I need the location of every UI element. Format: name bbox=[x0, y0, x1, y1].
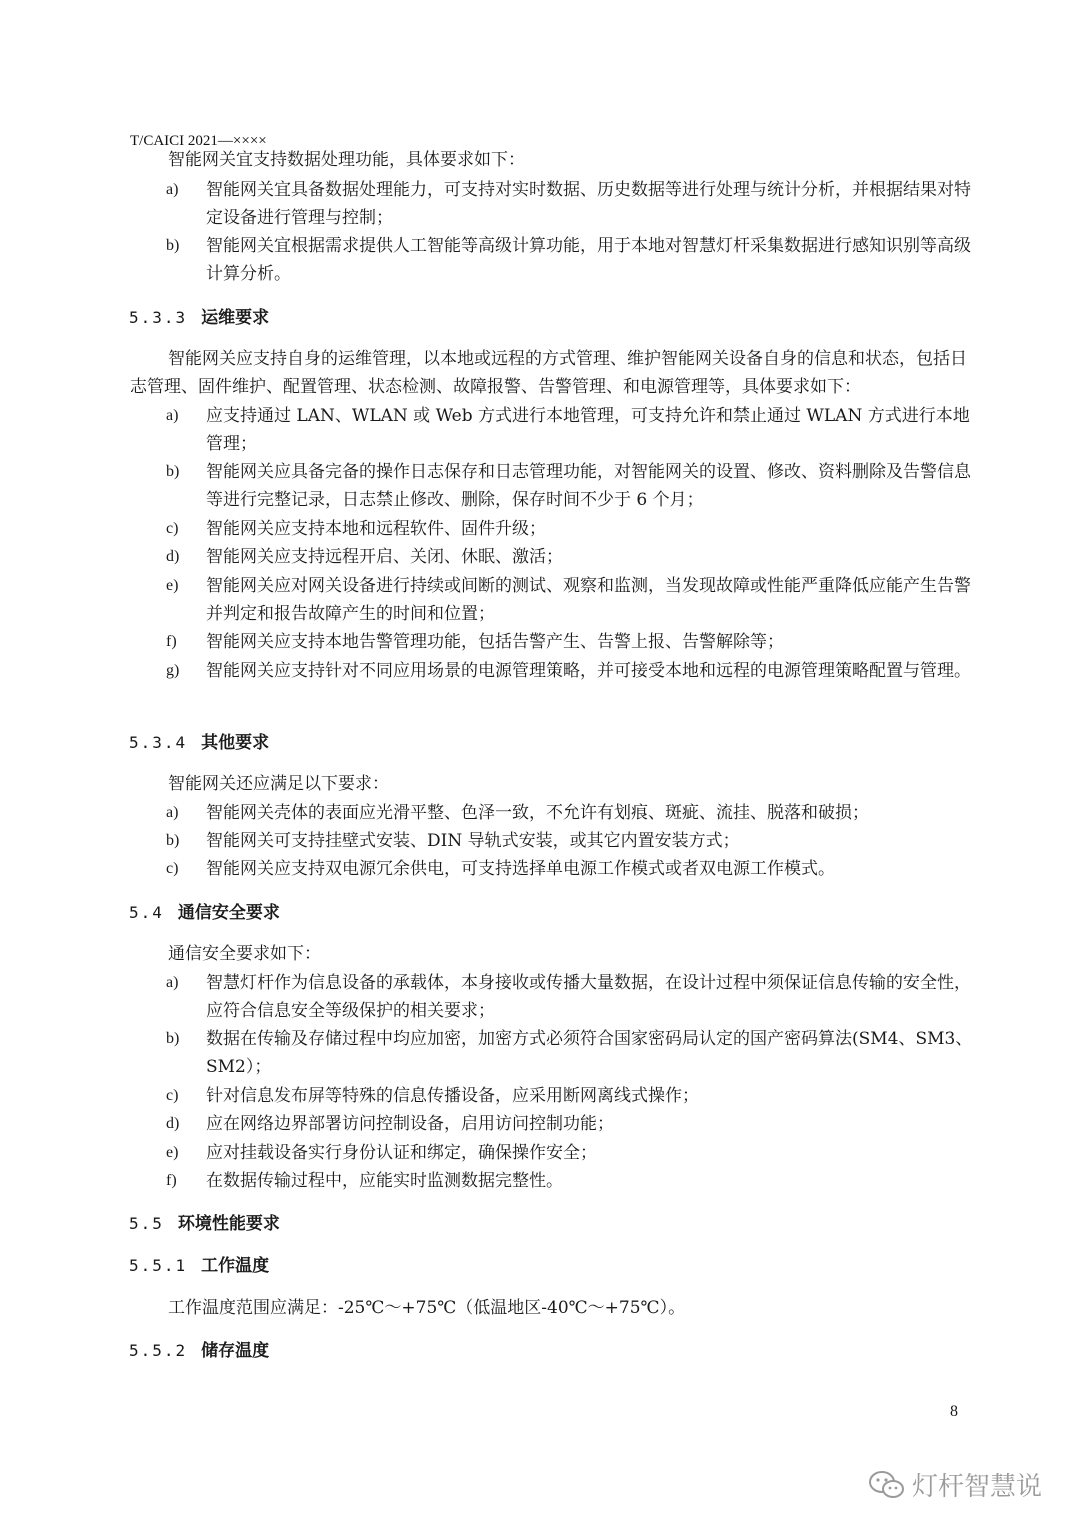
list-item bbox=[166, 543, 980, 571]
section-heading-5-4 bbox=[129, 899, 280, 927]
list-item bbox=[166, 515, 980, 543]
wechat-icon bbox=[868, 1470, 906, 1500]
list-item-text: 智能网关应支持远程开启、关闭、休眠、激活； bbox=[206, 547, 563, 567]
list-item-text: 智能网关应支持本地和远程软件、固件升级； bbox=[206, 519, 546, 539]
list-marker: b) bbox=[166, 463, 180, 480]
list-item bbox=[166, 799, 980, 827]
list-item bbox=[166, 402, 980, 458]
list-item bbox=[166, 1167, 980, 1195]
section-heading-5-5-2 bbox=[129, 1337, 269, 1365]
list-marker: g) bbox=[166, 662, 180, 679]
list-marker: c) bbox=[166, 860, 179, 877]
section-heading-5-3-4 bbox=[129, 729, 269, 757]
list-item-text: 智能网关宜根据需求提供人工智能等高级计算功能，用于本地对智慧灯杆采集数据进行感知识别等高级计算分析。 bbox=[206, 236, 971, 284]
list-marker: a) bbox=[166, 181, 179, 198]
list-item-text: 智能网关应支持本地告警管理功能，包括告警产生、告警上报、告警解除等； bbox=[206, 632, 784, 652]
list-marker: b) bbox=[166, 832, 180, 849]
list-item-text: 智慧灯杆作为信息设备的承载体，本身接收或传播大量数据，在设计过程中须保证信息传输的安全性，应符合信息安全等级保护的相关要求； bbox=[206, 973, 971, 1021]
section-number: 5.3.3 bbox=[129, 308, 188, 327]
list-marker: c) bbox=[166, 1087, 179, 1104]
list-item bbox=[166, 855, 980, 883]
section-number: 5.5.1 bbox=[129, 1256, 188, 1275]
section-heading-5-3-3 bbox=[129, 304, 269, 332]
list-item bbox=[166, 572, 980, 628]
list-item bbox=[166, 1139, 980, 1167]
list-item-text: 智能网关应具备完备的操作日志保存和日志管理功能，对智能网关的设置、修改、资料删除及告警信息等进行完整记录，日志禁止修改、删除，保存时间不少于 6 个月； bbox=[206, 462, 971, 510]
document-code: T/CAICI 2021—×××× bbox=[130, 133, 267, 149]
page-number: 8 bbox=[950, 1403, 958, 1420]
list-item-text: 智能网关壳体的表面应光滑平整、色泽一致，不允许有划痕、斑疵、流挂、脱落和破损； bbox=[206, 803, 869, 823]
section-title: 其他要求 bbox=[201, 733, 270, 753]
list-item-text: 智能网关宜具备数据处理能力，可支持对实时数据、历史数据等进行处理与统计分析，并根据结果对特定设备进行管理与控制； bbox=[206, 180, 971, 228]
list-marker: f) bbox=[166, 633, 177, 650]
list-marker: b) bbox=[166, 237, 180, 254]
list-marker: d) bbox=[166, 548, 180, 565]
list-item bbox=[166, 827, 980, 855]
list-item bbox=[166, 628, 980, 656]
list-item-text: 针对信息发布屏等特殊的信息传播设备，应采用断网离线式操作； bbox=[206, 1086, 699, 1106]
section-title: 运维要求 bbox=[201, 308, 270, 328]
section-paragraph: 智能网关还应满足以下要求： bbox=[168, 774, 389, 794]
list-marker: a) bbox=[166, 804, 179, 821]
list-marker: e) bbox=[166, 1144, 179, 1161]
section-number: 5.5 bbox=[129, 1214, 164, 1233]
list-marker: a) bbox=[166, 407, 179, 424]
list-item bbox=[166, 458, 980, 514]
section-paragraph: 通信安全要求如下： bbox=[168, 944, 321, 964]
list-item-text: 智能网关应支持双电源冗余供电，可支持选择单电源工作模式或者双电源工作模式。 bbox=[206, 859, 835, 879]
watermark bbox=[868, 1466, 1042, 1503]
list-item-text: 数据在传输及存储过程中均应加密，加密方式必须符合国家密码局认定的国产密码算法(SM4、SM3、SM2）； bbox=[206, 1029, 973, 1077]
section-paragraph: 工作温度范围应满足：-25℃～+75℃（低温地区-40℃～+75℃）。 bbox=[168, 1298, 686, 1318]
list-item bbox=[166, 232, 980, 288]
list-item-text: 在数据传输过程中，应能实时监测数据完整性。 bbox=[206, 1171, 563, 1191]
list-item bbox=[166, 1110, 980, 1138]
list-marker: a) bbox=[166, 974, 179, 991]
list-marker: b) bbox=[166, 1030, 180, 1047]
list-item bbox=[166, 657, 980, 685]
section-title: 环境性能要求 bbox=[177, 1214, 280, 1234]
section-heading-5-5 bbox=[129, 1210, 280, 1238]
list-item-text: 应支持通过 LAN、WLAN 或 Web 方式进行本地管理，可支持允许和禁止通过 WLAN 方式进行本地管理； bbox=[206, 406, 970, 454]
list-item-text: 应对挂载设备实行身份认证和绑定，确保操作安全； bbox=[206, 1143, 597, 1163]
list-item bbox=[166, 969, 980, 1025]
list-item-text: 智能网关可支持挂壁式安装、DIN 导轨式安装，或其它内置安装方式； bbox=[206, 831, 740, 851]
list-marker: f) bbox=[166, 1172, 177, 1189]
list-item bbox=[166, 1025, 980, 1081]
list-marker: c) bbox=[166, 520, 179, 537]
section-title: 储存温度 bbox=[201, 1341, 270, 1361]
intro-paragraph: 智能网关宜支持数据处理功能，具体要求如下： bbox=[168, 150, 525, 170]
section-number: 5.4 bbox=[129, 903, 164, 922]
list-marker: d) bbox=[166, 1115, 180, 1132]
list-item-text: 智能网关应支持针对不同应用场景的电源管理策略，并可接受本地和远程的电源管理策略配置与管理。 bbox=[206, 661, 971, 681]
list-item bbox=[166, 176, 980, 232]
list-item-text: 智能网关应对网关设备进行持续或间断的测试、观察和监测，当发现故障或性能严重降低应能产生告警并判定和报告故障产生的时间和位置； bbox=[206, 576, 971, 624]
section-number: 5.3.4 bbox=[129, 733, 188, 752]
section-title: 通信安全要求 bbox=[177, 903, 280, 923]
section-paragraph: 智能网关应支持自身的运维管理，以本地或远程的方式管理、维护智能网关设备自身的信息和状态，包括日志管理、固件维护、配置管理、状态检测、故障报警、告警管理、和电源管理等，具体要求如下： bbox=[130, 349, 967, 397]
list-item-text: 应在网络边界部署访问控制设备，启用访问控制功能； bbox=[206, 1114, 614, 1134]
list-item bbox=[166, 1082, 980, 1110]
section-number: 5.5.2 bbox=[129, 1341, 188, 1360]
section-heading-5-5-1 bbox=[129, 1252, 269, 1280]
section-title: 工作温度 bbox=[201, 1256, 270, 1276]
watermark-text: 灯杆智慧说 bbox=[912, 1472, 1043, 1502]
list-marker: e) bbox=[166, 577, 179, 594]
